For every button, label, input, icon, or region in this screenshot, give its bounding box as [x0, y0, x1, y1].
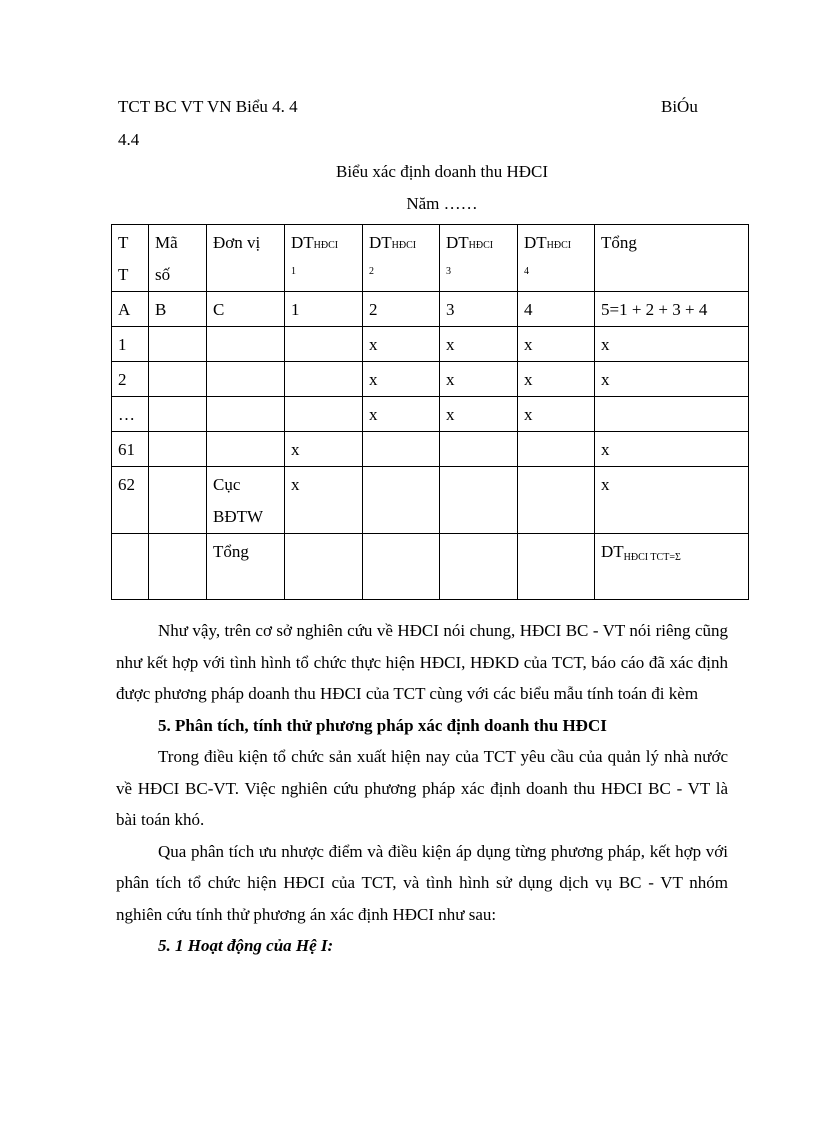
- table-cell: [149, 467, 207, 534]
- table-cell: 1: [112, 327, 149, 362]
- table-cell: [285, 397, 363, 432]
- document-header-number: 4.4: [118, 130, 140, 149]
- document-header-left: TCT BC VT VN Biểu 4. 4: [118, 97, 298, 116]
- table-cell: [207, 397, 285, 432]
- header-cell-unit: Đơn vị: [207, 225, 285, 292]
- table-cell: 2: [363, 292, 440, 327]
- table-cell: 2: [112, 362, 149, 397]
- table-cell: A: [112, 292, 149, 327]
- table-cell: x: [440, 327, 518, 362]
- table-cell: 4: [518, 292, 595, 327]
- table-cell: x: [518, 327, 595, 362]
- table-cell: [149, 327, 207, 362]
- table-cell: x: [285, 467, 363, 534]
- table-cell: [149, 362, 207, 397]
- table-row: [112, 432, 749, 467]
- table-cell: …: [112, 397, 149, 432]
- header-cell-dt4: DTHĐCI 4: [518, 225, 595, 292]
- table-subtitle: Năm ……: [406, 194, 478, 213]
- table-cell: [595, 397, 749, 432]
- table-row-62: [112, 467, 749, 534]
- body-text: [116, 615, 728, 962]
- table-cell: x: [595, 467, 749, 534]
- table-cell: [440, 432, 518, 467]
- revenue-table: [111, 224, 749, 600]
- table-cell: 5=1 + 2 + 3 + 4: [595, 292, 749, 327]
- table-row: [112, 397, 749, 432]
- header-cell-dt1: DTHĐCI 1: [285, 225, 363, 292]
- table-cell: 1: [285, 292, 363, 327]
- table-cell: x: [595, 362, 749, 397]
- table-cell: B: [149, 292, 207, 327]
- table-cell: [149, 397, 207, 432]
- paragraph: Trong điều kiện tổ chức sản xuất hiện nay của TCT yêu cầu của quản lý nhà nước về HĐCI BC-VT. Việc nghiên cứu phương pháp xác định doanh thu HĐCI BC - VT là bài toán khó.: [116, 747, 728, 829]
- table-cell: [207, 362, 285, 397]
- table-cell: 62: [112, 467, 149, 534]
- table-cell-grand-total: DTHĐCI TCT=Σ: [595, 534, 749, 600]
- table-cell: [285, 534, 363, 600]
- table-cell: [207, 327, 285, 362]
- section-heading: 5. Phân tích, tính thử phương pháp xác định doanh thu HĐCI: [158, 715, 607, 735]
- table-cell: [518, 534, 595, 600]
- table-cell: [149, 432, 207, 467]
- table-cell: 3: [440, 292, 518, 327]
- table-cell: [363, 534, 440, 600]
- table-cell: x: [285, 432, 363, 467]
- table-cell: x: [595, 432, 749, 467]
- header-cell-total: Tổng: [595, 225, 749, 292]
- table-cell: x: [595, 327, 749, 362]
- table-header-row: [112, 225, 749, 292]
- table-cell: x: [363, 327, 440, 362]
- subsection-heading: 5. 1 Hoạt động của Hệ I:: [158, 936, 334, 955]
- table-cell-unit: Cục BĐTW: [207, 467, 285, 534]
- table-cell: x: [363, 397, 440, 432]
- table-cell: x: [363, 362, 440, 397]
- header-cell-dt2: DTHĐCI 2: [363, 225, 440, 292]
- table-cell: [518, 467, 595, 534]
- header-cell-dt3: DTHĐCI 3: [440, 225, 518, 292]
- table-cell: [285, 362, 363, 397]
- table-cell: [149, 534, 207, 600]
- table-cell-total-label: Tổng: [207, 534, 285, 600]
- table-cell: [285, 327, 363, 362]
- table-cell: [440, 534, 518, 600]
- table-cell: x: [518, 362, 595, 397]
- paragraph: Như vậy, trên cơ sở nghiên cứu về HĐCI nói chung, HĐCI BC - VT nói riêng cũng như kết hợp với tình hình tổ chức thực hiện HĐCI, HĐKD của TCT, báo cáo đã xác định được phương pháp doanh thu HĐCI của TCT cùng với các biểu mẫu tính toán đi kèm: [116, 621, 728, 703]
- table-row: [112, 362, 749, 397]
- table-total-row: [112, 534, 749, 600]
- table-cell: x: [440, 362, 518, 397]
- table-title: Biểu xác định doanh thu HĐCI: [336, 162, 548, 181]
- table-letter-row: [112, 292, 749, 327]
- table-cell: [518, 432, 595, 467]
- table-cell: [440, 467, 518, 534]
- table-cell: [363, 467, 440, 534]
- header-cell-tt: T T: [112, 225, 149, 292]
- table-cell: [207, 432, 285, 467]
- table-cell: 61: [112, 432, 149, 467]
- document-header-right: BiÓu: [661, 97, 698, 116]
- table-cell: C: [207, 292, 285, 327]
- table-cell: x: [440, 397, 518, 432]
- table-cell: [112, 534, 149, 600]
- header-cell-code: Mã số: [149, 225, 207, 292]
- table-cell: [363, 432, 440, 467]
- paragraph: Qua phân tích ưu nhược điểm và điều kiện áp dụng từng phương pháp, kết hợp với phân tích tổ chức hiện HĐCI của TCT, và tình hình sử dụng dịch vụ BC - VT nhóm nghiên cứu tính thử phương án xác định HĐCI như sau:: [116, 841, 728, 924]
- table-cell: x: [518, 397, 595, 432]
- table-row: [112, 327, 749, 362]
